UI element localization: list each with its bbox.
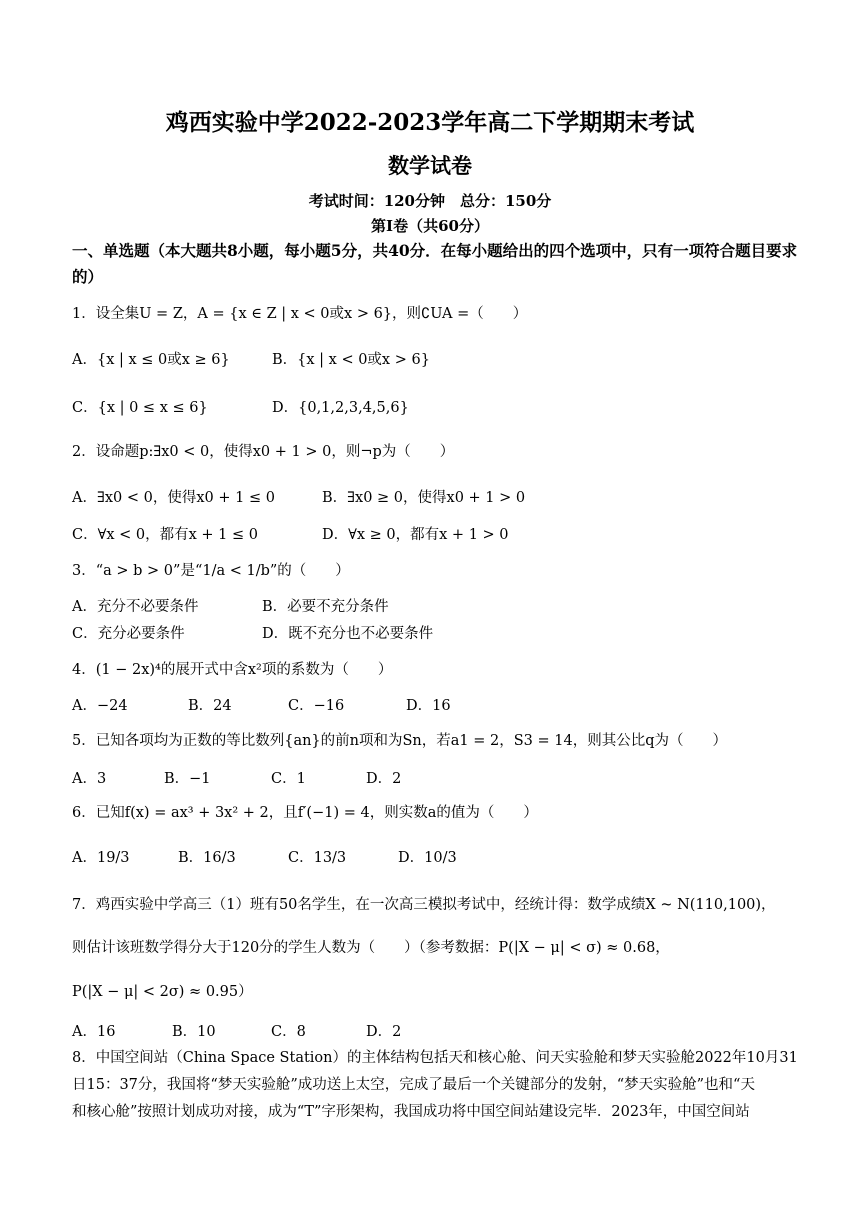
q2-option-b: B．∃x0 ≥ 0，使得x0 + 1 > 0 [322,490,526,506]
q3-option-a: A．充分不必要条件 [72,599,199,615]
q3-option-b: B．必要不充分条件 [262,599,389,615]
q4-option-b: B．24 [188,698,232,714]
q2-option-a: A．∃x0 < 0，使得x0 + 1 ≤ 0 [72,490,275,506]
q3-option-d: D．既不充分也不必要条件 [262,626,434,642]
q6-option-c: C．13/3 [288,850,347,866]
q5-option-c: C．1 [271,771,306,787]
exam-part: 第I卷（共60分） [371,217,489,235]
q6-option-a: A．19/3 [72,850,130,866]
exam-subtitle: 数学试卷 [388,153,472,178]
section-heading: 一、单选题（本大题共8小题，每小题5分，共40分．在每小题给出的四个选项中，只有一项符合题目要求的） [72,241,798,286]
q4-stem: 4．(1 − 2x)⁴的展开式中含x²项的系数为（ ） [72,662,393,678]
q1-option-c: C．{x | 0 ≤ x ≤ 6} [72,400,208,416]
q7-stem-line1: 7．鸡西实验中学高三（1）班有50名学生，在一次高三模拟考试中，经统计得：数学成绩X ~ N(110,100)， [72,897,776,913]
q5-stem: 5．已知各项均为正数的等比数列{an}的前n项和为Sn，若a1 = 2，S3 = 14，则其公比q为（ ） [72,733,727,749]
q7-stem-line3: P(|X − μ| < 2σ) ≈ 0.95） [72,984,253,1000]
q1-stem: 1．设全集U = Z，A = {x ∈ Z | x < 0或x > 6}，则∁UA =（ ） [72,306,528,322]
q8-line3: 和核心舱”按照计划成功对接，成为“T”字形架构，我国成功将中国空间站建设完毕．2023年，中国空间站 [72,1104,750,1120]
q7-stem-line2: 则估计该班数学得分大于120分的学生人数为（ ）（参考数据：P(|X − μ| < σ) ≈ 0.68， [72,940,670,956]
q4-option-a: A．−24 [72,698,128,714]
q2-stem: 2．设命题p:∃x0 < 0，使得x0 + 1 > 0，则¬p为（ ） [72,444,455,460]
q1-option-b: B．{x | x < 0或x > 6} [272,352,430,368]
q2-option-d: D．∀x ≥ 0，都有x + 1 > 0 [322,527,509,543]
q6-option-b: B．16/3 [178,850,236,866]
q8-line1: 8．中国空间站（China Space Station）的主体结构包括天和核心舱、问天实验舱和梦天实验舱2022年10月31 [72,1050,798,1066]
q3-stem: 3．“a > b > 0”是“1/a < 1/b”的（ ） [72,563,350,579]
q7-option-b: B．10 [172,1024,216,1040]
q4-option-c: C．−16 [288,698,345,714]
q3-option-c: C．充分必要条件 [72,626,185,642]
q1-option-d: D．{0,1,2,3,4,5,6} [272,400,409,416]
q6-option-d: D．10/3 [398,850,457,866]
q5-option-b: B．−1 [164,771,211,787]
q7-option-d: D．2 [366,1024,402,1040]
q8-line2: 日15：37分，我国将“梦天实验舱”成功送上太空，完成了最后一个关键部分的发射，“梦天实验舱”也和“天 [72,1077,755,1093]
q7-option-a: A．16 [72,1024,116,1040]
q1-option-a: A．{x | x ≤ 0或x ≥ 6} [72,352,230,368]
exam-info: 考试时间：120分钟 总分：150分 [308,192,552,210]
exam-title: 鸡西实验中学2022-2023学年高二下学期期末考试 [165,109,695,136]
q5-option-a: A．3 [72,771,107,787]
q2-option-c: C．∀x < 0，都有x + 1 ≤ 0 [72,527,258,543]
q7-option-c: C．8 [271,1024,306,1040]
q4-option-d: D．16 [406,698,451,714]
q5-option-d: D．2 [366,771,402,787]
q6-stem: 6．已知f(x) = ax³ + 3x² + 2，且f′(−1) = 4，则实数a的值为（ ） [72,805,538,821]
